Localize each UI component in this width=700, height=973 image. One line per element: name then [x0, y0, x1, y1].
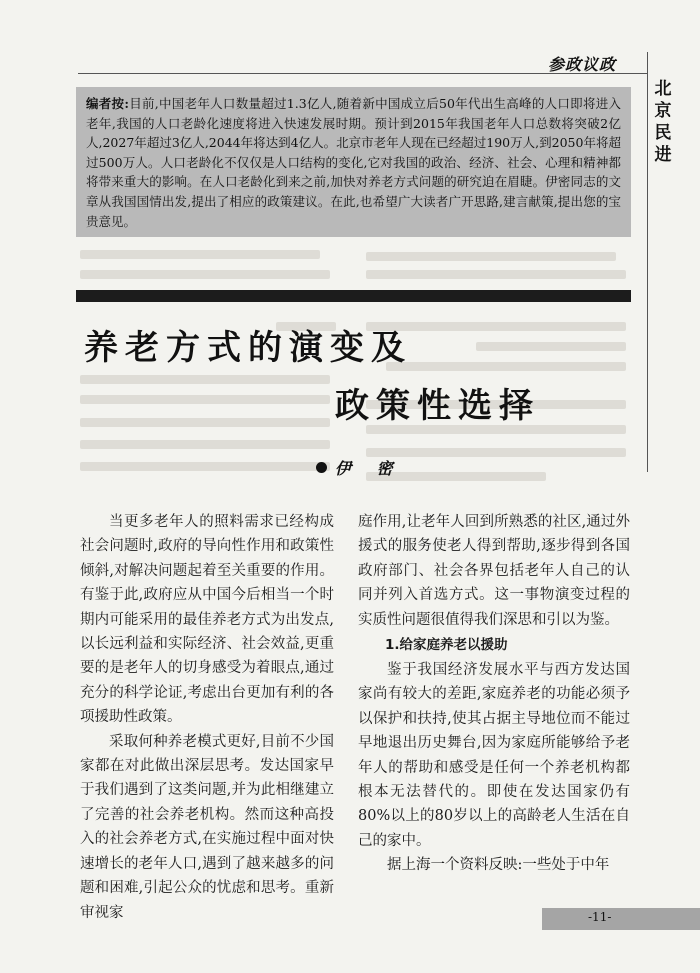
page-number-band	[542, 908, 700, 930]
article-title-line2: 政策性选择	[335, 386, 540, 426]
editor-note-text: 目前,中国老年人口数量超过1.3亿人,随着新中国成立后50年代出生高峰的人口即将进入老年,我国的人口老龄化速度将进入快速发展时期。预计到2015年我国老年人口总数将突破2亿人,2027年超过3亿人,2044年将达到4亿人。北京市老年人现在已经超过190万人,到2050年将超过500万人。人口老龄化不仅仅是人口结构的变化,它对我国的政治、经济、社会、心理和精神都将带来重大的影响。在人口老龄化到来之前,加快对养老方式问题的研究迫在眉睫。伊密同志的文章从我国国情出发,提出了相应的政策建议。在此,也希望广大读者广开思路,建言献策,提出您的宝贵意见。	[86, 96, 621, 229]
bullet-icon	[316, 462, 327, 473]
page-number: -11-	[588, 910, 612, 924]
editor-note-label: 编者按:	[86, 96, 129, 111]
side-rule	[647, 52, 648, 472]
body-right-column	[358, 510, 630, 878]
bleed-line	[80, 395, 330, 404]
body-paragraph: 据上海一个资料反映:一些处于中年	[387, 857, 610, 874]
bleed-line	[366, 270, 626, 279]
bleed-line	[386, 362, 626, 371]
author-byline	[316, 456, 403, 479]
body-paragraph: 鉴于我国经济发展水平与西方发达国家尚有较大的差距,家庭养老的功能必须予以保护和扶持,使其占据主导地位而不能过早地退出历史舞台,因为家庭所能够给予老年人的帮助和感受是任何一个养老机构都根本无法替代的。即使在发达国家仍有80%以上的80岁以上的高龄老人生活在自己的家中。	[358, 662, 630, 849]
magazine-name: 北京民进	[654, 79, 672, 165]
body-paragraph: 当更多老年人的照料需求已经构成社会问题时,政府的导向性作用和政策性倾斜,对解决问题起着至关重要的作用。有鉴于此,政府应从中国今后相当一个时期内可能采用的最佳养老方式为出发点,以长远利益和实际经济、社会效益,更重要的是老年人的切身感受为着眼点,通过充分的科学论证,考虑出台更加有利的各项援助性政策。	[80, 514, 334, 726]
author-name: 伊 密	[335, 459, 403, 478]
title-rule	[76, 290, 631, 302]
section-label: 参政议政	[548, 55, 617, 74]
bleed-line	[366, 448, 626, 457]
subheading: 1.给家庭养老以援助	[385, 637, 508, 654]
editor-note	[76, 87, 631, 237]
bleed-line	[80, 440, 330, 449]
bleed-line	[80, 375, 330, 384]
bleed-line	[80, 250, 320, 259]
bleed-line	[80, 418, 330, 427]
bleed-line	[366, 252, 616, 261]
body-paragraph: 庭作用,让老年人回到所熟悉的社区,通过外援式的服务使老人得到帮助,逐步得到各国政府部门、社会各界包括老年人自己的认同并列入首选方式。这一事物演变过程的实质性问题很值得我们深思和引以为鉴。	[358, 514, 630, 628]
body-left-column	[80, 510, 334, 925]
body-paragraph: 采取何种养老模式更好,目前不少国家都在对此做出深层思考。发达国家早于我们遇到了这类问题,并为此相继建立了完善的社会养老机构。然而这种高投入的社会养老方式,在实施过程中面对快速增长的老年人口,遇到了越来越多的问题和困难,引起公众的忧虑和思考。重新审视家	[80, 733, 334, 921]
article-title-line1: 养老方式的演变及	[84, 328, 412, 368]
bleed-line	[476, 342, 626, 351]
bleed-line	[80, 462, 330, 471]
bleed-line	[80, 270, 330, 279]
